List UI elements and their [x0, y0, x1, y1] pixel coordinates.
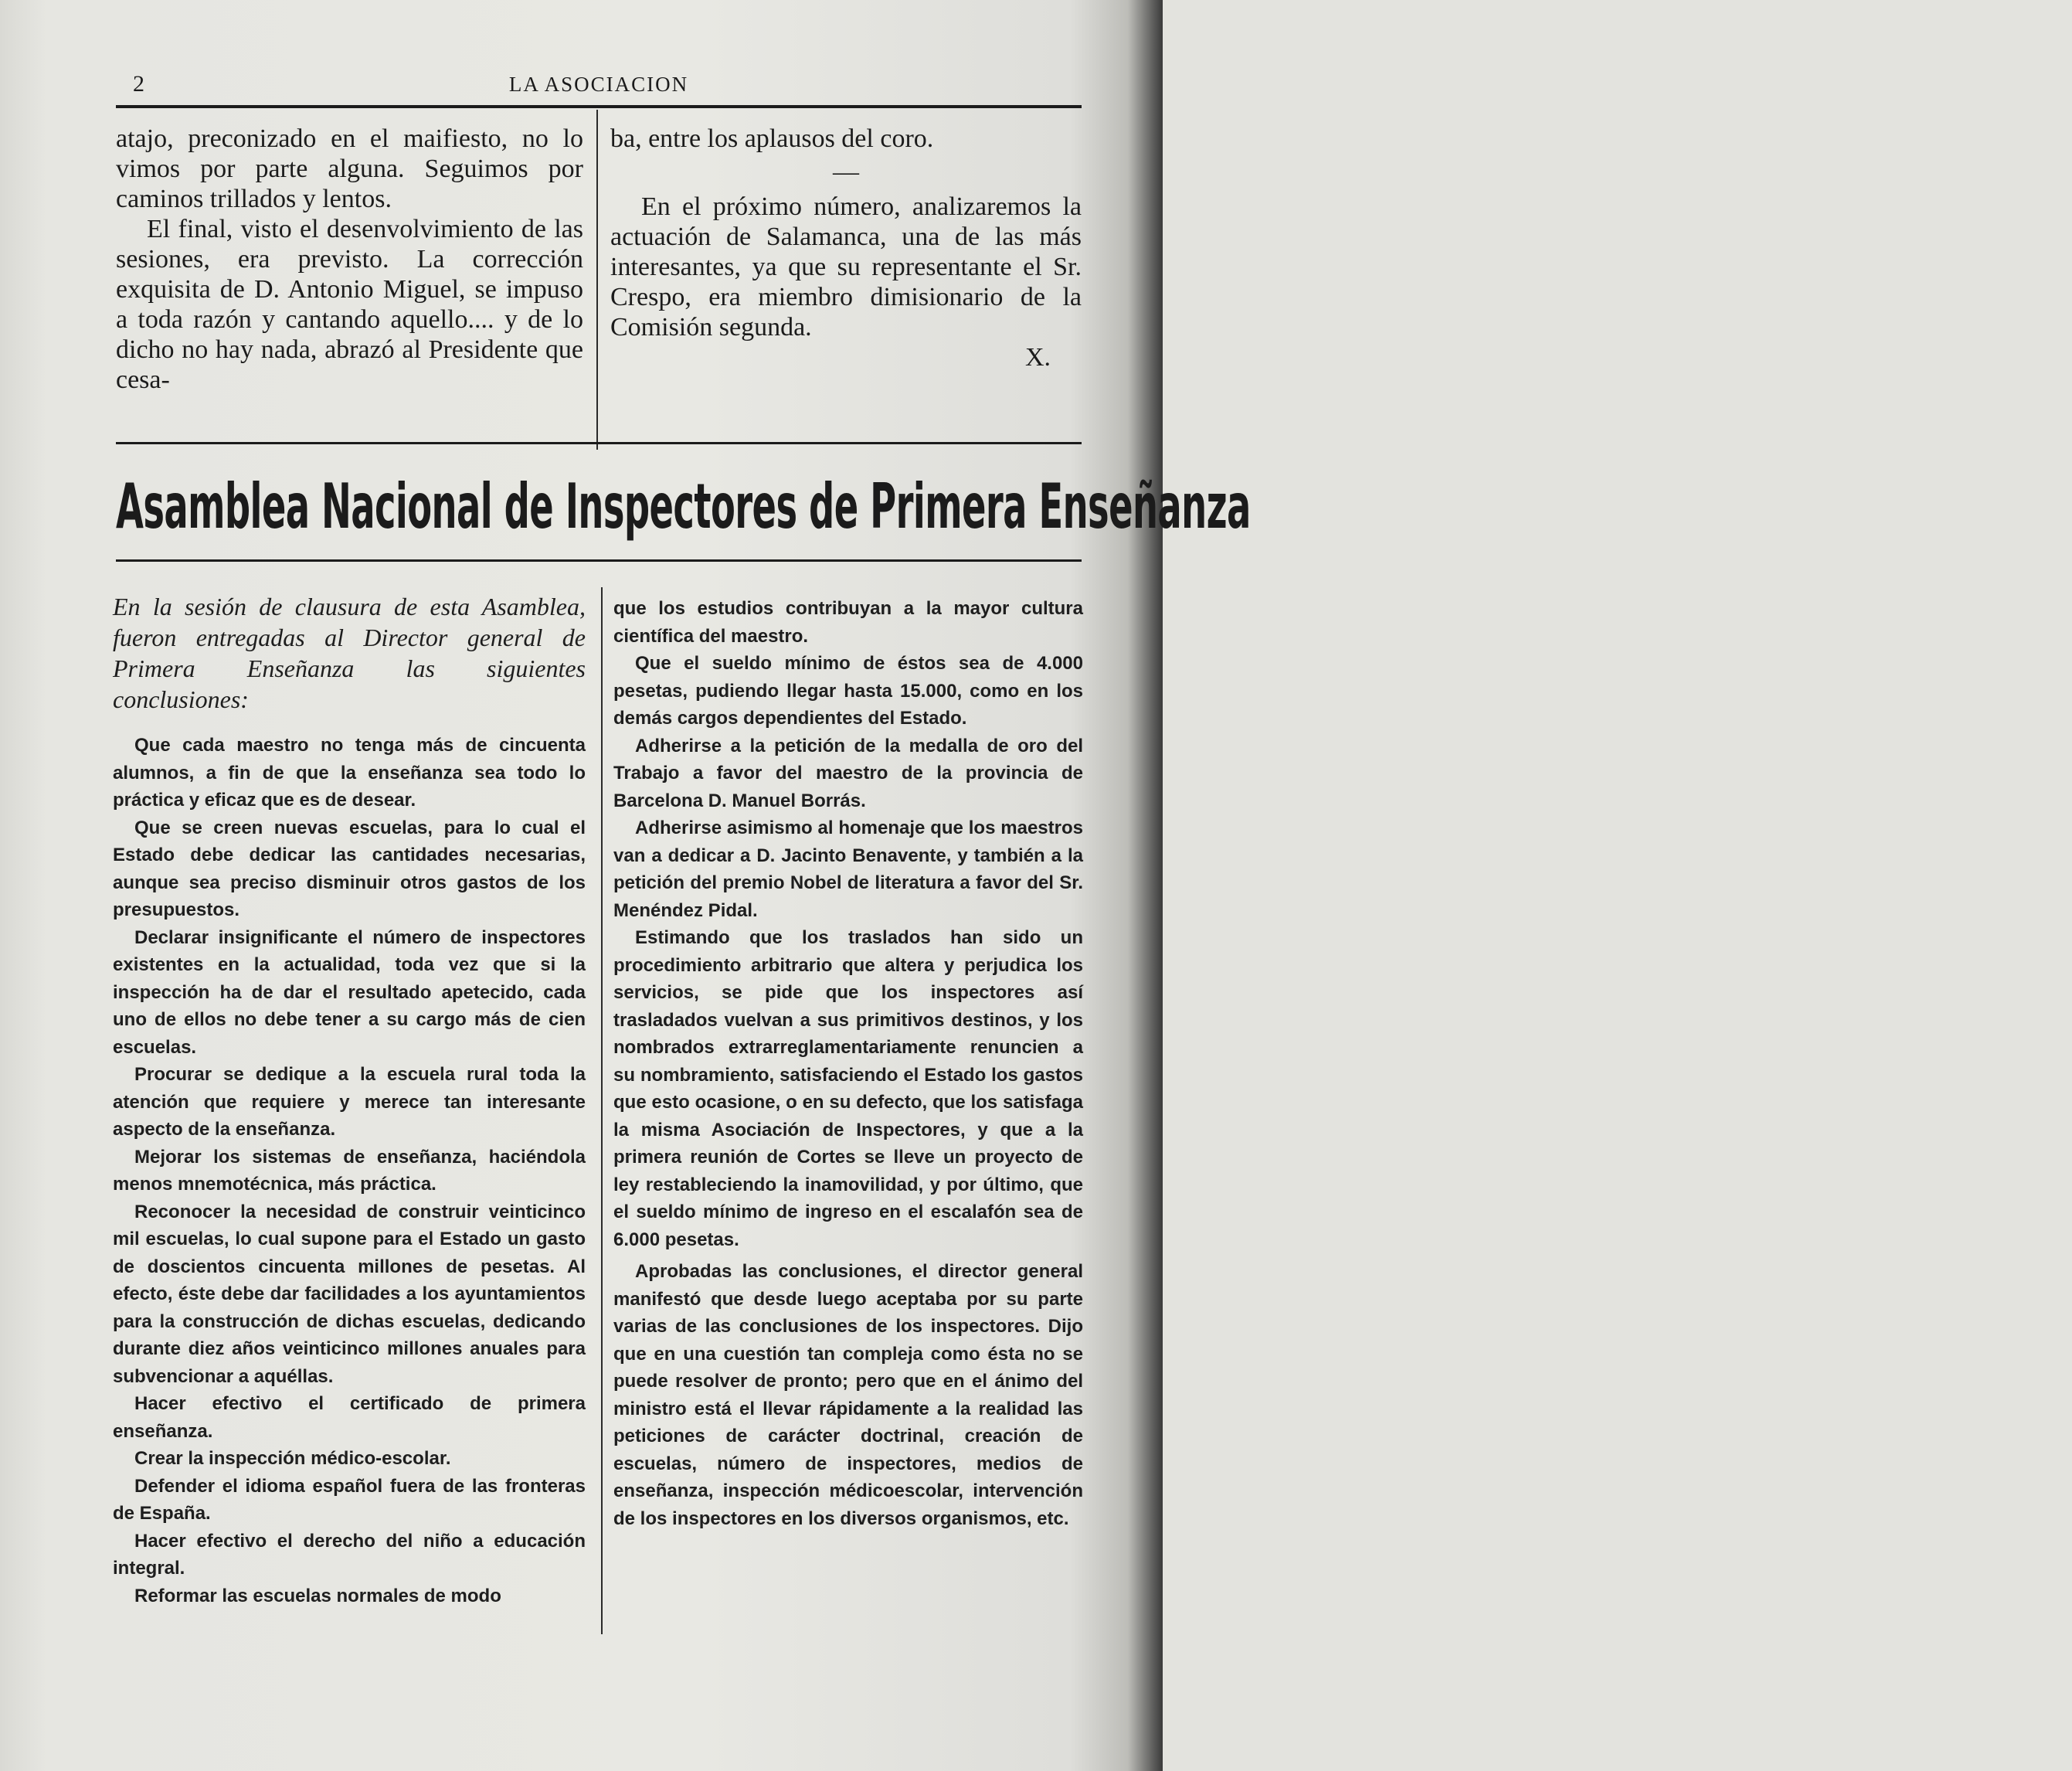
conclusion-item: Crear la inspección médico-escolar. [134, 1448, 451, 1469]
article-left-column [113, 591, 586, 1610]
top-left-paragraph: atajo, preconizado en el maifiesto, no lo vimos por parte alguna. Seguimos por caminos trillados y lentos. [116, 124, 583, 213]
section-dash: — [833, 158, 859, 186]
top-left-column [116, 124, 583, 395]
conclusion-item: Que se creen nuevas escuelas, para lo cual el Estado debe dedicar las cantidades necesarias, aunque sea preciso disminuir otros gastos de los presupuestos. [113, 817, 586, 920]
headline-text: Asamblea Nacional de Inspectores de Primera Enseñanza [116, 471, 1251, 542]
conclusion-item: Que cada maestro no tenga más de cincuenta alumnos, a fin de que la enseñanza sea todo lo práctica y eficaz que es de desear. [113, 735, 586, 811]
conclusion-item: Adherirse asimismo al homenaje que los maestros van a dedicar a D. Jacinto Benavente, y también a la petición del premio Nobel de literatura a favor del Sr. Menéndez Pidal. [613, 818, 1083, 921]
conclusion-item: Hacer efectivo el certificado de primera enseñanza. [113, 1393, 586, 1442]
conclusion-item: Declarar insignificante el número de inspectores existentes en la actualidad, toda vez que si la inspección ha de dar el resultado apetecido, cada uno de ellos no debe tener a su cargo más de cien escuelas. [113, 926, 586, 1058]
article-headline [116, 464, 1251, 556]
headline-rule-top [116, 442, 1082, 444]
conclusion-item: Adherirse a la petición de la medalla de oro del Trabajo a favor del maestro de la provincia de Barcelona D. Manuel Borrás. [613, 735, 1083, 811]
director-response: Aprobadas las conclusiones, el director general manifestó que desde luego aceptaba por su parte varias de las conclusiones de los inspectores. Dijo que en una cuestión tan compleja como ésta no se puede resolver de pronto; pero que en el ánimo del ministro está el llevar rápidamente a la realidad las peticiones de carácter doctrinal, creación de escuelas, número de inspectores, medios de enseñanza, inspección médicoescolar, intervención de los inspectores en los diversos organismos, etc. [613, 1261, 1083, 1529]
headline-rule-bottom [116, 559, 1082, 562]
top-column-separator [596, 110, 598, 450]
top-left-paragraph: El final, visto el desenvolvimiento de las sesiones, era previsto. La corrección exquisita de D. Antonio Miguel, se impuso a toda razón y cantando aquello.... y de lo dicho no hay nada, abrazó al Presidente que cesa- [116, 215, 583, 394]
top-right-paragraph: En el próximo número, analizaremos la actuación de Salamanca, una de las más interesantes, ya que su representante el Sr. Crespo, era miembro dimisionario de la Comisión segunda. [610, 192, 1082, 342]
conclusion-item: Defender el idioma español fuera de las fronteras de España. [113, 1475, 586, 1524]
article-intro: En la sesión de clausura de esta Asamblea, fueron entregadas al Director general de Primera Enseñanza las siguientes conclusiones: [113, 593, 586, 713]
article-right-column [613, 595, 1083, 1532]
conclusion-item: Mejorar los sistemas de enseñanza, haciéndola menos mnemotécnica, más práctica. [113, 1146, 586, 1195]
conclusion-item: Que el sueldo mínimo de éstos sea de 4.000 pesetas, pudiendo llegar hasta 15.000, como en los demás cargos dependientes del Estado. [613, 653, 1083, 729]
header-rule [116, 105, 1082, 108]
author-signature: X. [1024, 343, 1051, 372]
conclusion-item: Procurar se dedique a la escuela rural toda la atención que requiere y merece tan interesante aspecto de la enseñanza. [113, 1064, 586, 1140]
top-right-column [610, 124, 1082, 372]
conclusion-item: que los estudios contribuyan a la mayor cultura científica del maestro. [613, 598, 1083, 647]
conclusion-item: Reformar las escuelas normales de modo [134, 1585, 501, 1606]
top-right-paragraph: ba, entre los aplausos del coro. [610, 124, 934, 153]
article-column-separator [601, 587, 603, 1634]
running-title: LA ASOCIACION [508, 73, 689, 96]
page-number: 2 [133, 71, 144, 97]
conclusion-item: Reconocer la necesidad de construir veinticinco mil escuelas, lo cual supone para el Estado un gasto de doscientos cincuenta millones de pesetas. Al efecto, éste debe dar facilidades a los ayuntamientos para la construcción de dichas escuelas, dedicando durante diez años veinticinco millones anuales para subvencionar a aquéllas. [113, 1201, 586, 1387]
conclusion-item: Estimando que los traslados han sido un procedimiento arbitrario que altera y perjudica los servicios, se pide que los inspectores así trasladados vuelvan a sus primitivos destinos, y los nombrados extrarreglamentariamente renuncien a su nombramiento, satisfaciendo el Estado los gastos que esto ocasione, o en su defecto, que los satisfaga la misma Asociación de Inspectores, y que a la primera reunión de Cortes se lleve un proyecto de ley restableciendo la inamovilidad, y por último, que el sueldo mínimo de ingreso en el escalafón sea de 6.000 pesetas. [613, 927, 1083, 1250]
conclusion-item: Hacer efectivo el derecho del niño a educación integral. [113, 1530, 586, 1579]
page-header [116, 71, 1082, 102]
